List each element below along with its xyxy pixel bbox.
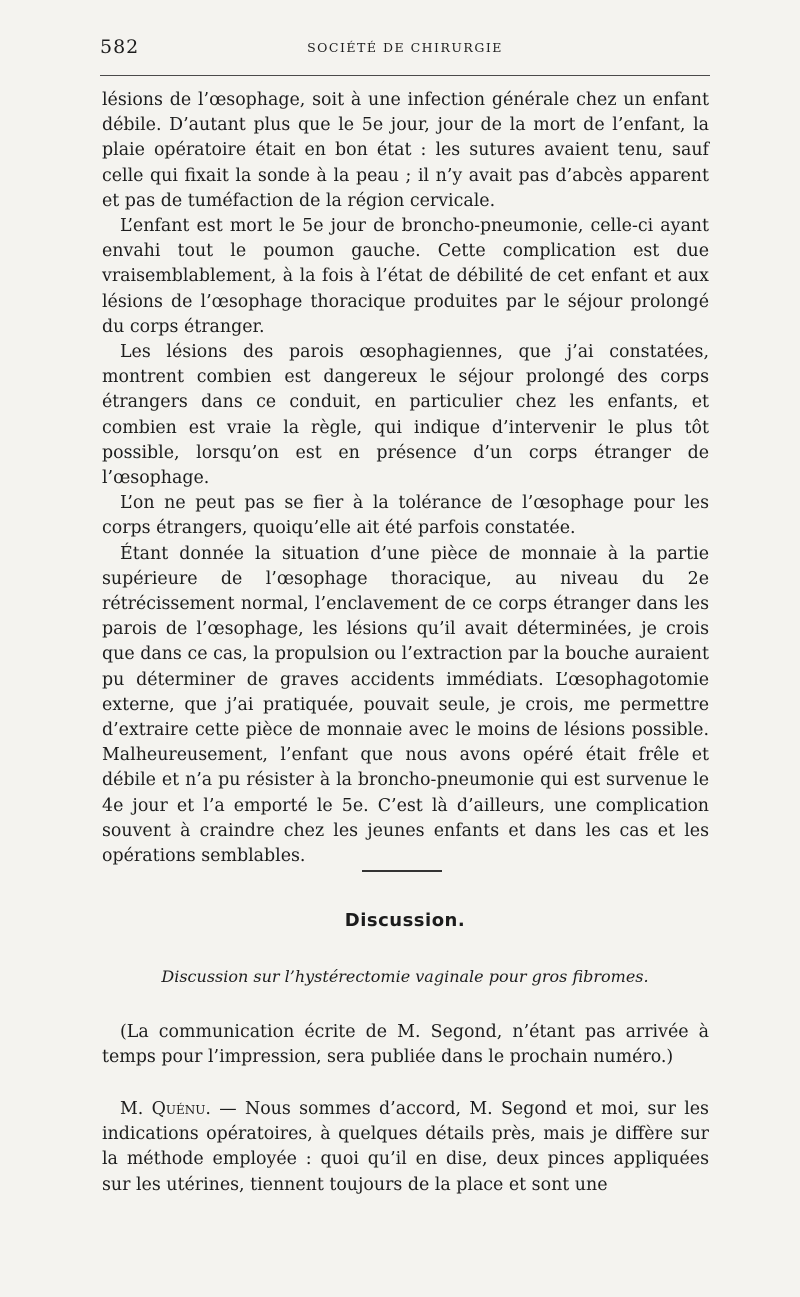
paragraph: L’enfant est mort le 5e jour de broncho-pneumonie, celle-ci ayant envahi tout le poumon gauche. Cette complication est due vraisemblablement, à la fois à l’état de débilité de cet enfant et aux lésions de l’œsophage thoracique produites par le séjour prolongé du corps étranger. — [102, 216, 709, 337]
discussion-paragraph — [102, 1097, 709, 1198]
paragraph: Étant donnée la situation d’une pièce de monnaie à la partie supérieure de l’œsophage thoracique, au niveau du 2e rétrécissement normal, l’enclavement de ce corps étranger dans les parois de l’œsophage, les lésions qu’il avait déterminées, je crois que dans ce cas, la propulsion ou l’extraction par la bouche auraient pu déterminer de graves accidents immédiats. L’œsophagotomie externe, que j’ai pratiquée, pouvait seule, je crois, me permettre d’extraire cette pièce de monnaie avec le moins de lésions possible. Malheureusement, l’enfant que nous avons opéré était frêle et débile et n’a pu résister à la broncho-pneumonie qui est survenue le 4e jour et l’a emporté le 5e. C’est là d’ailleurs, une complication souvent à craindre chez les jeunes enfants et dans les cas et les opérations semblables. — [102, 543, 709, 867]
paragraph: lésions de l’œsophage, soit à une infection générale chez un enfant débile. D’autant plus que le 5e jour, jour de la mort de l’enfant, la plaie opératoire était en bon état : les sutures avaient tenu, sauf celle qui fixait la sonde à la peau ; il n’y avait pas d’abcès apparent et pas de tuméfaction de la région cervicale. — [102, 90, 709, 211]
section-heading: Discussion. — [344, 910, 466, 931]
editorial-notice — [102, 1020, 709, 1070]
notice-text: (La communication écrite de M. Segond, n’étant pas arrivée à temps pour l’impression, sera publiée dans le prochain numéro.) — [102, 1022, 709, 1068]
paragraph: Les lésions des parois œsophagiennes, que j’ai constatées, montrent combien est dangereux le séjour prolongé des corps étrangers dans ce conduit, en particulier chez les enfants, et combien est vraie la règle, qui indique d’intervenir le plus tôt possible, lorsqu’on est en présence d’un corps étranger de l’œsophage. — [102, 342, 709, 489]
header-rule — [100, 75, 710, 76]
body-text — [102, 88, 709, 869]
paragraph: L’on ne peut pas se fier à la tolérance de l’œsophage pour les corps étrangers, quoiqu’elle ait été parfois constatée. — [102, 493, 709, 539]
speech-paragraph — [102, 1097, 709, 1198]
running-head: SOCIÉTÉ DE CHIRURGIE — [307, 40, 503, 55]
speech-text: — Nous sommes d’accord, M. Segond et moi, sur les indications opératoires, à quelques détails près, mais je diffère sur la méthode employée : quoi qu’il en dise, deux pinces appliquées sur les utérines, tiennent toujours de la place et sont une — [102, 1099, 709, 1195]
speaker-name: M. Quénu. — [120, 1099, 211, 1119]
section-separator — [362, 870, 442, 872]
section-subheading: Discussion sur l’hystérectomie vaginale pour gros fibromes. — [161, 967, 649, 986]
page-number: 582 — [100, 36, 140, 58]
page-header — [100, 36, 710, 60]
